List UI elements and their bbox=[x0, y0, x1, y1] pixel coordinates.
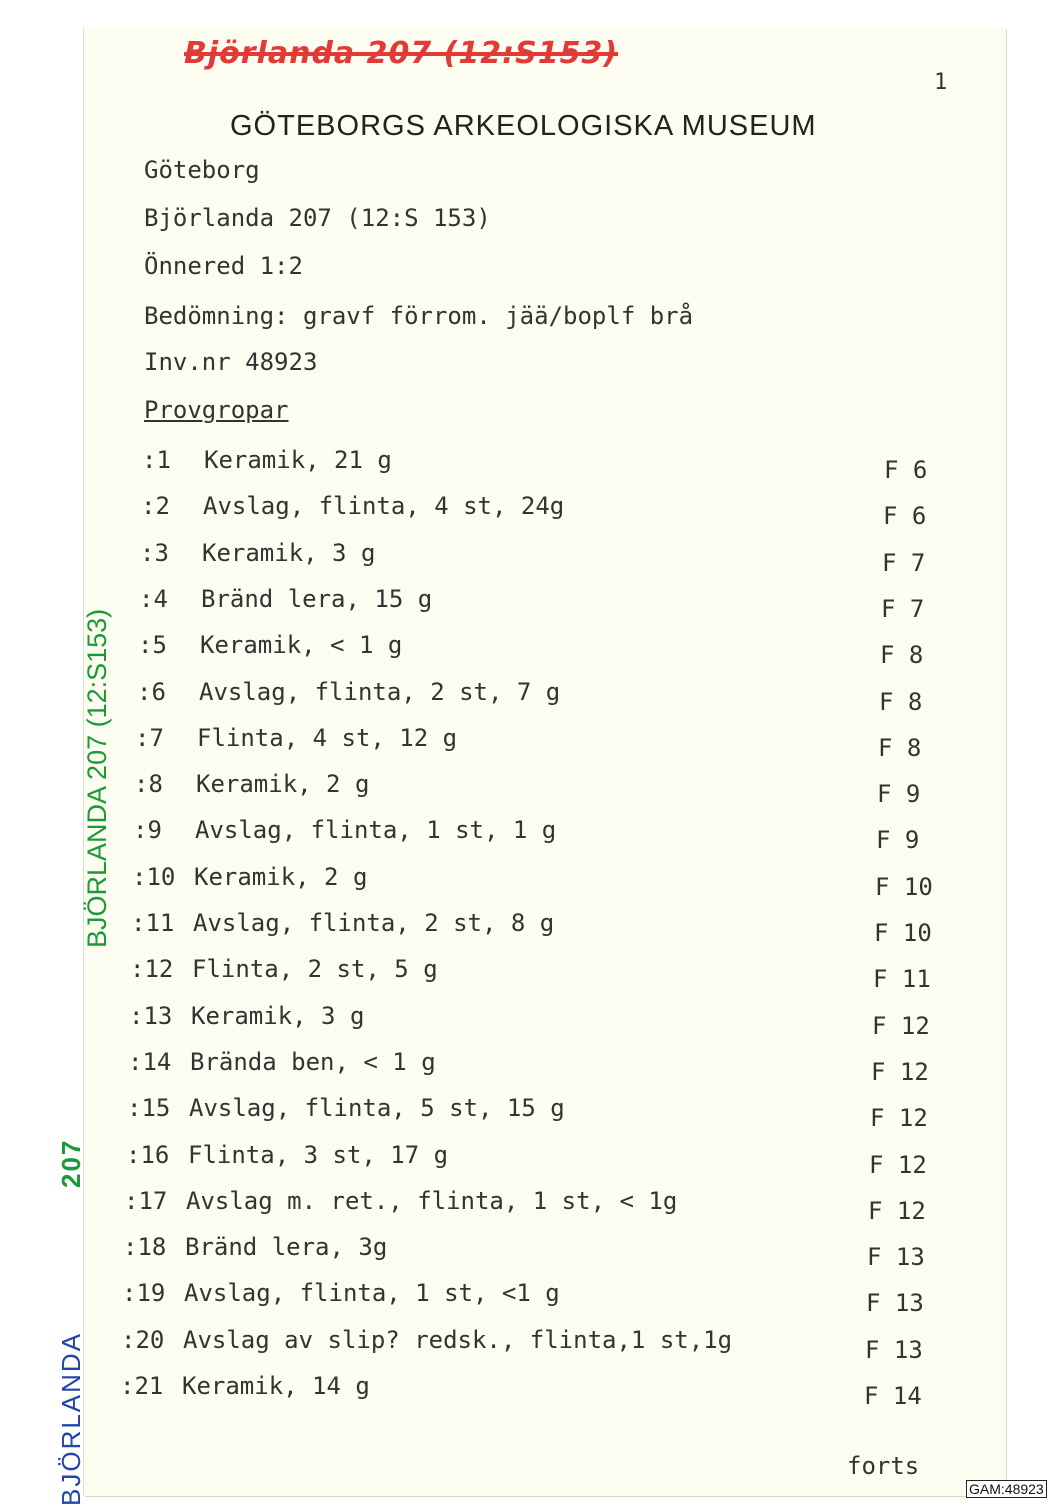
item-row bbox=[142, 446, 392, 476]
field-code: F 7 bbox=[881, 595, 925, 623]
item-row bbox=[132, 863, 367, 893]
item-number: :9 bbox=[133, 816, 162, 844]
field-code: F 10 bbox=[875, 873, 933, 901]
item-number: :7 bbox=[135, 724, 164, 752]
item-row bbox=[123, 1233, 387, 1263]
field-code: F 12 bbox=[872, 1012, 930, 1040]
item-description: Bränd lera, 3g bbox=[185, 1233, 388, 1261]
item-description: Flinta, 4 st, 12 g bbox=[197, 724, 458, 752]
item-number: :15 bbox=[127, 1094, 171, 1122]
item-description: Avslag, flinta, 1 st, <1 g bbox=[184, 1279, 560, 1307]
field-code: F 8 bbox=[879, 688, 923, 716]
museum-name: GÖTEBORGS ARKEOLOGISKA MUSEUM bbox=[230, 110, 817, 142]
item-number: :12 bbox=[130, 955, 174, 983]
item-description: Keramik, 2 g bbox=[194, 863, 368, 891]
item-row bbox=[141, 492, 564, 522]
field-code: F 12 bbox=[869, 1151, 927, 1179]
item-number: :18 bbox=[123, 1233, 167, 1261]
item-description: Brända ben, < 1 g bbox=[190, 1048, 436, 1076]
item-row bbox=[137, 678, 560, 708]
item-number: :10 bbox=[132, 863, 176, 891]
field-code: F 10 bbox=[874, 919, 932, 947]
item-number: :13 bbox=[129, 1002, 173, 1030]
field-code: F 14 bbox=[864, 1382, 922, 1410]
field-code: F 7 bbox=[882, 549, 926, 577]
catalog-card: Björlanda 207 (12:S153) 1 GÖTEBORGS ARKEOLOGISKA MUSEUM Göteborg Björlanda 207 (12:S 153) Önnered 1:2 Bedömning: gravf förrom. jää/boplf brå Inv.nr 48923 Provgropar :1 Keramik, 21 g F 6 :2 Avslag, flinta, 4 st, 24g F 6 :3 Keramik, 3 g F 7 :4 Bränd lera, 15 g F 7 :5 Keramik, < 1 g F 8 :6 Avslag, flinta, 2 st, 7 g F 8 :7 Flinta, 4 st, 12 g F 8 :8 Keramik, 2 g F 9 :9 Avslag, flinta, 1 st, 1 g F 9 :10 Keramik, 2 g F 10 :11 Avslag, flinta, 2 st, 8 g F 10 :12 Flinta, 2 st, 5 g F 11 :13 Keramik, 3 g F 12 :14 Brända ben, < 1 g F 12 :15 Avslag, flinta, 5 st, 15 g F 12 :16 Flinta, 3 st, 17 g F 12 :17 Avslag m. ret., flinta, 1 st, < 1g F 12 :18 Bränd lera, 3g F 13 :19 Avslag, flinta, 1 st, <1 g F 13 :20 Avslag av slip? redsk., flinta,1 st,1g F 13 :21 Keramik, 14 g F 14 forts BJÖRLANDA 207 (12:S153) BJÖRLANDA 207 bbox=[84, 28, 1006, 1496]
site-line: Björlanda 207 (12:S 153) bbox=[144, 204, 491, 232]
item-row bbox=[122, 1279, 560, 1309]
item-description: Keramik, 3 g bbox=[202, 539, 376, 567]
item-description: Avslag, flinta, 2 st, 7 g bbox=[199, 678, 561, 706]
item-row bbox=[139, 585, 432, 615]
item-description: Bränd lera, 15 g bbox=[201, 585, 433, 613]
item-number: :6 bbox=[137, 678, 166, 706]
item-row bbox=[120, 1372, 370, 1402]
item-description: Avslag, flinta, 2 st, 8 g bbox=[193, 909, 555, 937]
item-row bbox=[133, 816, 556, 846]
field-code: F 12 bbox=[868, 1197, 926, 1225]
item-number: :5 bbox=[138, 631, 167, 659]
item-description: Avslag, flinta, 5 st, 15 g bbox=[189, 1094, 565, 1122]
inventory-stamp: GAM:48923 bbox=[966, 1480, 1047, 1498]
item-description: Flinta, 2 st, 5 g bbox=[192, 955, 438, 983]
item-description: Avslag, flinta, 4 st, 24g bbox=[203, 492, 565, 520]
farm-line: Önnered 1:2 bbox=[144, 252, 303, 280]
item-row bbox=[131, 909, 554, 939]
item-description: Keramik, 21 g bbox=[204, 446, 392, 474]
item-row bbox=[138, 631, 402, 661]
assessment-line: Bedömning: gravf förrom. jää/boplf brå bbox=[144, 302, 694, 330]
field-code: F 9 bbox=[876, 826, 920, 854]
item-row bbox=[124, 1187, 677, 1217]
section-heading: Provgropar bbox=[144, 396, 289, 424]
item-description: Keramik, 2 g bbox=[196, 770, 370, 798]
item-row bbox=[140, 539, 375, 569]
field-code: F 6 bbox=[884, 456, 928, 484]
item-number: :20 bbox=[121, 1326, 165, 1354]
item-number: :2 bbox=[141, 492, 170, 520]
item-number: :1 bbox=[142, 446, 171, 474]
inventory-number: Inv.nr 48923 bbox=[144, 348, 318, 376]
field-code: F 8 bbox=[878, 734, 922, 762]
item-description: Keramik, < 1 g bbox=[200, 631, 403, 659]
field-code: F 12 bbox=[870, 1104, 928, 1132]
item-number: :21 bbox=[120, 1372, 164, 1400]
continued-label: forts bbox=[847, 1452, 920, 1480]
item-row bbox=[129, 1002, 364, 1032]
item-row bbox=[121, 1326, 732, 1356]
item-number: :16 bbox=[126, 1141, 170, 1169]
item-row bbox=[128, 1048, 436, 1078]
item-row bbox=[134, 770, 369, 800]
field-code: F 12 bbox=[871, 1058, 929, 1086]
item-row bbox=[130, 955, 438, 985]
item-number: :14 bbox=[128, 1048, 172, 1076]
item-description: Avslag, flinta, 1 st, 1 g bbox=[195, 816, 557, 844]
field-code: F 13 bbox=[867, 1243, 925, 1271]
item-row bbox=[127, 1094, 565, 1124]
struck-out-title: Björlanda 207 (12:S153) bbox=[184, 36, 619, 71]
field-code: F 8 bbox=[880, 641, 924, 669]
city-line: Göteborg bbox=[144, 156, 260, 184]
field-code: F 13 bbox=[865, 1336, 923, 1364]
item-row bbox=[135, 724, 457, 754]
item-description: Flinta, 3 st, 17 g bbox=[188, 1141, 449, 1169]
field-code: F 9 bbox=[877, 780, 921, 808]
page-number: 1 bbox=[934, 70, 948, 95]
item-description: Avslag av slip? redsk., flinta,1 st,1g bbox=[183, 1326, 733, 1354]
item-number: :17 bbox=[124, 1187, 168, 1215]
item-number: :3 bbox=[140, 539, 169, 567]
item-description: Keramik, 3 g bbox=[191, 1002, 365, 1030]
item-number: :11 bbox=[131, 909, 175, 937]
item-number: :4 bbox=[139, 585, 168, 613]
field-code: F 6 bbox=[883, 502, 927, 530]
item-row bbox=[126, 1141, 448, 1171]
item-description: Avslag m. ret., flinta, 1 st, < 1g bbox=[186, 1187, 678, 1215]
item-number: :19 bbox=[122, 1279, 166, 1307]
item-description: Keramik, 14 g bbox=[182, 1372, 370, 1400]
field-code: F 11 bbox=[873, 965, 931, 993]
field-code: F 13 bbox=[866, 1289, 924, 1317]
item-number: :8 bbox=[134, 770, 163, 798]
